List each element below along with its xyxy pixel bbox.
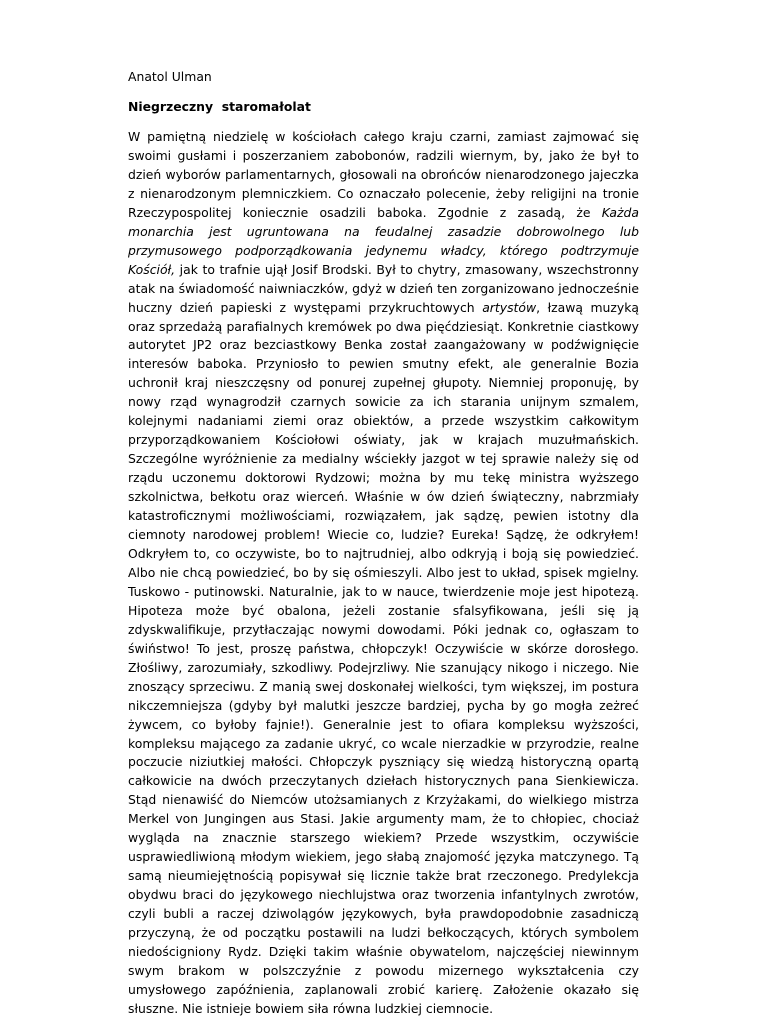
body-segment: , łzawą muzyką oraz sprzedażą parafialnych kremówek po dwa pięćdziesiąt. Konkretnie ciastkowy autorytet JP2 oraz bezciastkowy Benka został zaangażowany w podźwignięcie interesów baboka. Przyniosło to pewien smutny efekt, ale generalnie Bozia uchronił kraj nieszczęsny od ponurej zupełnej głupoty. Niemniej proponuję, by nowy rząd wynagrodził czarnych sowicie za ich starania unijnym szmalem, kolejnymi nadaniami ziemi oraz obiektów, a przede wszystkim całkowitym przyporządkowaniem Kościołowi oświaty, jak w krajach muzułmańskich. Szczególne wyróżnienie za medialny wściekły jazgot w tej sprawie należy się od rządu uczonemu doktorowi Rydzowi; można by mu tekę ministra wyższego szkolnictwa, bełkotu oraz wierceń. Właśnie w ów dzień świąteczny, nabrzmiały katastroficznymi możliwościami, rozwiązałem, jak sądzę, pewien istotny dla ciemnoty narodowej problem! Wiecie co, ludzie? Eureka! Sądzę, że odkryłem! Odkryłem to, co oczywiste, bo to najtrudniej, albo odkryją i boją się powiedzieć. Albo nie chcą powiedzieć, bo by się ośmieszyli. Albo jest to układ, spisek mgielny. Tuskowo - putinowski. Naturalnie, jak to w nauce, twierdzenie moje jest hipotezą. Hipoteza może być obalona, jeżeli zostanie sfalsyfikowana, jeśli się ją zdyskwalifikuje, przytłaczając nowymi dowodami. Póki jednak co, ogłaszam to świństwo! To jest, proszę państwa, chłopczyk! Oczywiście w skórze dorosłego. Złośliwy, zarozumiały, szkodliwy. Podejrzliwy. Nie szanujący nikogo i niczego. Nie znoszący sprzeciwu. Z manią swej doskonałej wielkości, tym większej, im postura nikczemniejsza (gdyby był malutki jeszcze bardziej, pycha by go mogła zeżreć żywcem, co byłoby fajnie!). Generalnie jest to ofiara kompleksu wyższości, kompleksu mającego za zadanie ukryć, co wcale nierzadkie w przyrodzie, realne poczucie niziutkiej małości. Chłopczyk pyszniący się wiedzą historyczną opartą całkowicie na dwóch przeczytanych dziełach historycznych pana Sienkiewicza. Stąd nienawiść do Niemców utożsamianych z Krzyżakami, do wielkiego mistrza Merkel von Jungingen aus Stasi. Jakie argumenty mam, że to chłopiec, chociaż wygląda na znacznie starszego wiekiem? Przede wszystkim, oczywiście usprawiedliwioną młodym wiekiem, jego słabą znajomość języka matczynego. Tą samą nieumiejętnością popisywał się licznie także brat rzeczonego. Predylekcja obydwu braci do językowego niechlujstwa oraz tworzenia infantylnych zwrotów, czyli bubli a raczej dziwolągów językowych, była prawdopodobnie zasadniczą przyczyną, że od początku postawili na ludzi bełkoczących, których symbolem niedościgniony Rydz. Dzięki takim właśnie obywatelom, najczęściej niewinnym swym brakom w polszczyźnie z powodu mizernego wykształcenia czy umysłowego zapóźnienia, zaplanowali zrobić karierę. Założenie okazało się słuszne. Nie istnieje bowiem siła równa ludzkiej ciemnocie. (128, 299, 639, 1016)
body-segment: W pamiętną niedzielę w kościołach całego kraju czarni, zamiast zajmować się swoimi gusłami i poszerzaniem zabobonów, radzili wiernym, by, jako że był to dzień wyborów parlamentarnych, głosowali na obrońców nienarodzonego jajeczka z nienarodzonym plemniczkiem. Co oznaczało polecenie, żeby religijni na tronie Rzeczypospolitej koniecznie osadzili baboka. Zgodnie z zasadą, że (128, 129, 639, 220)
body-segment-italic: Każda monarchia jest ugruntowana na feudalnej zasadzie dobrowolnego lub przymusowego podporządkowania jedynemu władcy, którego podtrzymuje Kościół, (128, 204, 639, 277)
body-segment-italic: artystów (482, 299, 537, 315)
document-page (128, 68, 639, 1019)
article-body (128, 128, 639, 1019)
article-title: Niegrzeczny staromałolat (128, 99, 311, 114)
body-segment: jak to trafnie ujął Josif Brodski. Był to chytry, zmasowany, wszechstronny atak na świadomość naiwniaczków, gdyż w dzień ten zorganizowano jednocześnie huczny dzień papieski z występami przykruchtowych (128, 261, 639, 315)
author-name: Anatol Ulman (128, 69, 212, 84)
